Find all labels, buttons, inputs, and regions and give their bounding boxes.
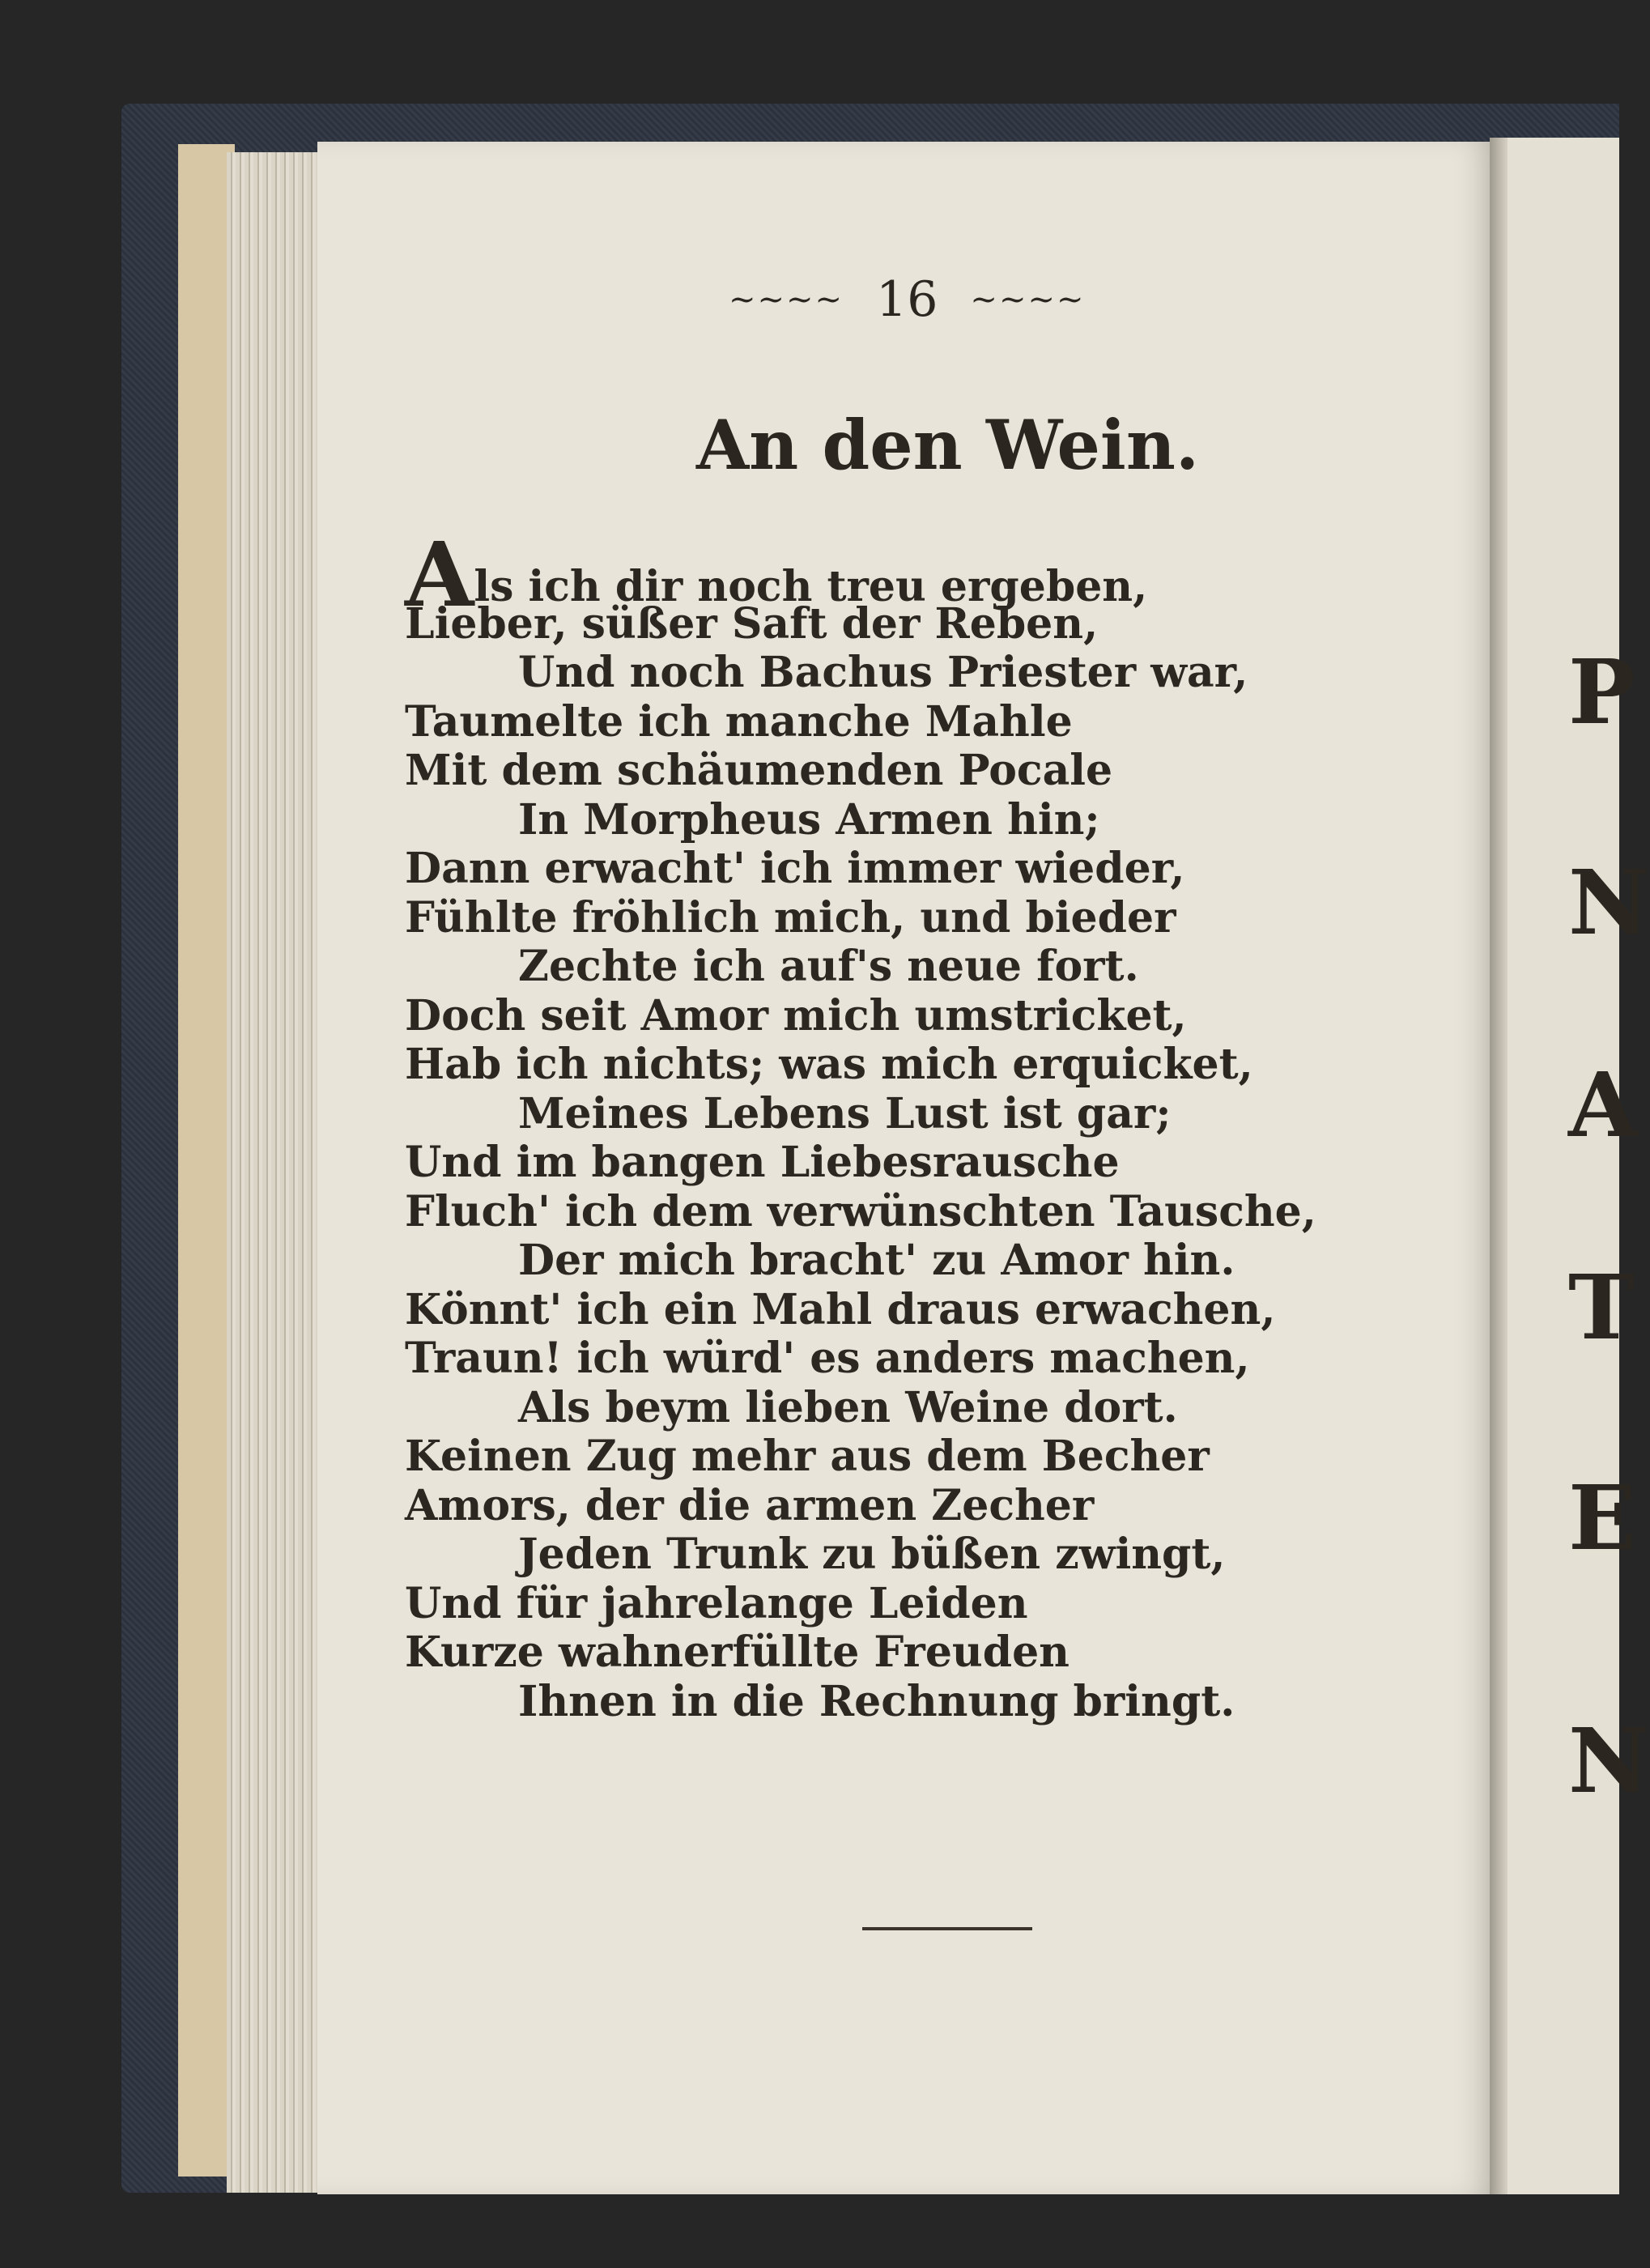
poem-line — [405, 600, 1441, 649]
poem-line — [405, 747, 1441, 796]
poem-line — [405, 1678, 1441, 1727]
poem-line — [405, 992, 1441, 1041]
poem-line-text: Ihnen in die Rechnung bringt. — [518, 1676, 1235, 1726]
header-ornament-left: ~~~~ — [729, 281, 844, 318]
next-page-letter: P — [1568, 640, 1635, 744]
next-page-edge — [1508, 138, 1650, 2194]
poem-line — [405, 1530, 1441, 1580]
poem-line-text: Und für jahrelange Leiden — [405, 1578, 1028, 1628]
header-ornament-right: ~~~~ — [970, 281, 1086, 318]
poem-line-text: Amors, der die armen Zecher — [405, 1480, 1095, 1530]
poem-line-text: Jeden Trunk zu büßen zwingt, — [518, 1530, 1226, 1579]
poem-line-text: Und noch Bachus Priester war, — [518, 648, 1248, 697]
poem-line — [405, 1432, 1441, 1482]
page-number: 16 — [876, 271, 938, 328]
drop-cap: A — [405, 522, 474, 627]
page-header — [729, 271, 1085, 328]
poem-line — [405, 649, 1441, 698]
next-page-letter: E — [1568, 1466, 1636, 1570]
poem-line — [405, 796, 1441, 845]
poem-line — [405, 1286, 1441, 1335]
poem-line — [405, 1040, 1441, 1090]
poem-line-text: Und im bangen Liebesrausche — [405, 1138, 1120, 1187]
poem-line-text: Zechte ich auf's neue fort. — [518, 942, 1139, 991]
poem-line — [405, 1334, 1441, 1384]
next-page-letter: A — [1568, 1053, 1638, 1157]
poem-line-text: Traun! ich würd' es anders machen, — [405, 1334, 1250, 1383]
poem-line — [405, 1236, 1441, 1286]
poem-line-text: ls ich dir noch treu ergeben, — [474, 562, 1148, 611]
poem-line-text: Keinen Zug mehr aus dem Becher — [405, 1432, 1210, 1481]
book-gutter — [1490, 138, 1508, 2194]
poem-line-text: Doch seit Amor mich umstricket, — [405, 990, 1187, 1040]
poem-line-text: Fluch' ich dem verwünschten Tausche, — [405, 1186, 1316, 1236]
poem-line-text: Kurze wahnerfüllte Freuden — [405, 1628, 1070, 1677]
poem-line — [405, 845, 1441, 894]
page-stack — [227, 152, 324, 2193]
poem-text — [405, 522, 1441, 1726]
end-rule — [862, 1927, 1032, 1930]
poem-line-text: Meines Lebens Lust ist gar; — [518, 1088, 1172, 1138]
poem-line — [405, 894, 1441, 943]
poem-line-text: In Morpheus Armen hin; — [518, 794, 1100, 845]
poem-line-text: Hab ich nichts; was mich erquicket, — [405, 1040, 1253, 1089]
poem-line-text: Der mich bracht' zu Amor hin. — [518, 1236, 1235, 1285]
poem-line — [405, 1138, 1441, 1188]
poem-line-text: Als beym lieben Weine dort. — [518, 1382, 1178, 1432]
poem-line — [405, 1384, 1441, 1433]
poem-line — [405, 943, 1441, 992]
poem-line-text: Könnt' ich ein Mahl draus erwachen, — [405, 1284, 1276, 1334]
poem-line-text: Dann erwacht' ich immer wieder, — [405, 844, 1185, 893]
poem-line — [405, 1482, 1441, 1531]
poem-line — [405, 698, 1441, 747]
poem-line — [405, 1628, 1441, 1678]
poem-line — [405, 1090, 1441, 1139]
poem-line — [405, 1188, 1441, 1237]
poem-line-text: Fühlte fröhlich mich, und bieder — [405, 892, 1176, 943]
poem-line-text: Taumelte ich manche Mahle — [405, 696, 1073, 747]
poem-line-text: Lieber, süßer Saft der Reben, — [405, 598, 1099, 649]
next-page-letter: N — [1568, 1708, 1650, 1813]
poem-line — [405, 1580, 1441, 1629]
next-page-letter: T — [1568, 1255, 1635, 1360]
next-page-letter: N — [1568, 850, 1650, 955]
poem-line-text: Mit dem schäumenden Pocale — [405, 746, 1113, 795]
poem-title: An den Wein. — [696, 405, 1200, 485]
